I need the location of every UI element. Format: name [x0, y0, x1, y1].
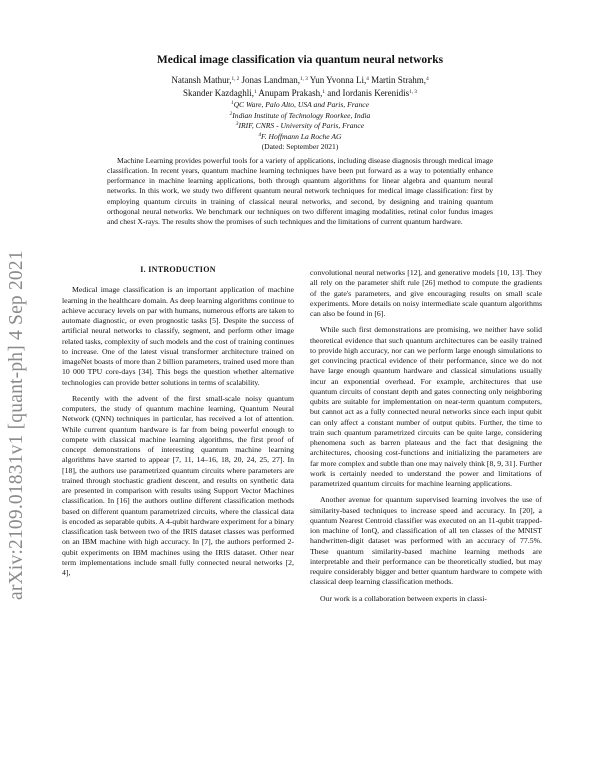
affiliation: $^2$Indian Institute of Technology Roorkee, India: [229, 110, 371, 120]
abstract: Machine Learning provides powerful tools for a variety of applications, including disease diagnosis through medical image classification. In recent years, quantum machine learning techniques have been put forward as a way to potentially enhance performance in machine learning applications, both through quantum algorithms for linear algebra and quantum neural networks. In this work, we study two different quantum neural network techniques for medical image classification: first by employing quantum circuits in training of classical neural networks, and second, by designing and training quantum orthogonal neural networks. We benchmark our techniques on two different imaging modalities, retinal color fundus images and chest X-rays. The results show the promises of such techniques and the limitations of current quantum hardware.: [107, 156, 493, 226]
affiliations: [100, 100, 500, 153]
paragraph: Our work is a collaboration between experts in classi-: [320, 593, 488, 603]
left-column: [62, 265, 294, 584]
arxiv-identifier-stamp: arXiv:2109.01831v1 [quant-ph] 4 Sep 2021: [6, 250, 27, 600]
paragraph: Another avenue for quantum supervised learning involves the use of similarity-based techniques to increase speed and accuracy. In [20], a quantum Nearest Centroid classifier was executed on an 11-qubit trapped-ion machine of IonQ, and classification of all ten classes of the MNIST handwritten-digit dataset was performed with an accuracy of 77.5%. These quantum similarity-based machine learning methods are interpretable and their performance can be theoretically studied, but may require considerably bigger and better quantum hardware to compete with classical deep learning classification methods.: [310, 495, 542, 587]
paragraph: Medical image classification is an important application of machine learning in the healthcare domain. As deep learning algorithms continue to achieve accuracy levels on par with humans, numerous efforts are taken to automate diagnostic, or even prognostic tasks [5]. Despite the success of artificial neural networks to classify, segment, and perform other image related tasks, complexity of such models and the cost of training continues to increase. One of the latest visual transformer architecture trained on imageNet boasts of more than 2 billion parameters, trained used more than 10 000 TPU core-days [34]. This begs the question whether alternative technologies can provide better solutions in terms of scalability.: [62, 285, 294, 387]
affiliation: $^4$F. Hoffmann La Roche AG: [258, 131, 342, 141]
affiliation: $^1$QC Ware, Palo Alto, USA and Paris, France: [230, 99, 369, 109]
author: Natansh Mathur,$^{1, 2}$: [171, 75, 240, 85]
paragraph: Recently with the advent of the first small-scale noisy quantum computers, the study of quantum machine learning, Quantum Neural Network (QNN) techniques in particular, has received a lot of attention. While current quantum hardware is far from being powerful enough to compete with classical machine learning algorithms, the first proof of concept demonstrations of interesting quantum machine learning algorithms have started to appear [7, 11, 14–16, 18, 20, 24, 25, 27]. In [18], the authors use parametrized quantum circuits where parameters are trained through stochastic gradient descent, and results on synthetic data are presented in comparison with results using Support Vector Machines classification. In [16] the authors outline different classification methods based on different quantum parametrized circuits, where the classical data is encoded as separable qubits. A 4-qubit hardware experiment for a binary classification task between two of the IRIS dataset classes was performed on an IBM machine with high accuracy. In [7], the authors performed 2-qubit experiments on IBM machines using the IRIS dataset. Other near term implementations include small fully connected neural networks [2, 4],: [62, 393, 294, 577]
dated-line: (Dated: September 2021): [261, 142, 339, 152]
affiliation: $^3$IRIF, CNRS - University of Paris, France: [235, 121, 365, 131]
author: Anupam Prakash,$^1$: [258, 88, 325, 98]
author: and Iordanis Kerenidis$^{1, 3}$: [327, 88, 417, 98]
author: Jonas Landman,$^{1, 3}$: [241, 75, 308, 85]
author-list: [70, 74, 530, 100]
right-column: [310, 268, 542, 610]
author-line-2: [70, 87, 530, 100]
section-heading: I. INTRODUCTION: [140, 265, 216, 274]
paper-title: Medical image classification via quantum neural networks: [156, 54, 444, 66]
paragraph: While such first demonstrations are promising, we neither have solid theoretical evidence that such quantum architectures can be easily trained to provide high accuracy, nor can we perform large enough simulations to get convincing practical evidence of their performance, since we do not have large enough quantum hardware and classical simulations usually incur an exponential overhead. For example, architectures that use quantum circuits of constant depth and gates connecting only neighboring qubits are suitable for implementation on near-term quantum computers, but cannot act as a fully connected neural networks since each input qubit can only affect a constant number of output qubits. Further, the time to train such quantum parametrized circuits can be quite large, considering phenomena such as barren plateaus and the fact that designing the architectures, choosing cost-functions and initializing the parameters are far more complex and subtle than one may naively think [8, 9, 31]. Further work is certainly needed to understand the power and limitations of parametrized quantum circuits for machine learning applications.: [310, 325, 543, 488]
author-line-1: [70, 74, 530, 87]
paragraph: convolutional neural networks [12], and generative models [10, 13]. They all rely on the parameter shift rule [26] method to compute the gradients of the gate's parameters, and give encouraging results on small scale experiments. More details on noisy intermediate scale quantum algorithms can also be found in [6].: [310, 268, 542, 318]
author: Yun Yvonna Li,$^4$: [309, 75, 369, 85]
author: Martin Strahm,$^4$: [371, 75, 429, 85]
author: Skander Kazdaghli,$^1$: [183, 88, 257, 98]
